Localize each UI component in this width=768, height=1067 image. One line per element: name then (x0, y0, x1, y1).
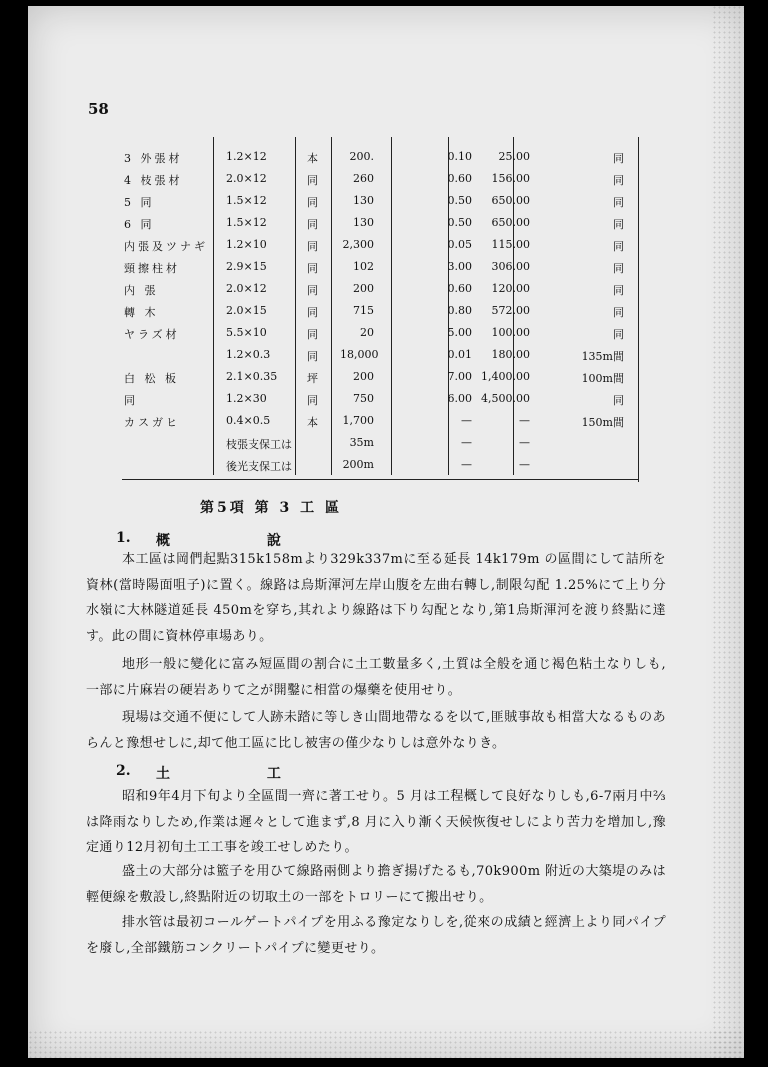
table-cell-qty: 102 (353, 260, 374, 273)
paragraph: 本工區は岡們起點315k158mより329k337mに至る延長 14k179m の區間にして詰所を資林(當時陽面咀子)に置く。線路は烏斯渾河左岸山腹を左曲右轉し,制限勾配 1.25%にて上り分水嶺に大林隧道延長 450mを穿ち,其れより線路は下り勾配となり,第1烏斯渾河を渡り終點に達す。此の間に資林停車場あり。 (86, 552, 666, 644)
table-cell-qty: 715 (353, 304, 374, 317)
table-cell-unit: 同 (307, 174, 318, 187)
table-cell-size: 1.2×10 (226, 238, 267, 251)
table-cell-price: 5.00 (447, 326, 472, 339)
heading-earthwork (116, 763, 327, 782)
table-cell-amount: 120.00 (491, 282, 530, 295)
table-cell-size: 後光支保工は (226, 460, 292, 473)
table-cell-name: 内 張 (124, 284, 159, 297)
scan-noise-right (712, 0, 744, 1067)
table-cell-size: 2.1×0.35 (226, 370, 278, 383)
table-cell-note: 100m間 (581, 372, 624, 385)
table-cell-price: 6.00 (447, 392, 472, 405)
table-cell-price: 7.00 (447, 370, 472, 383)
table-cell-qty: 200 (353, 370, 374, 383)
table-cell-note: 同 (613, 218, 624, 231)
table-cell-amount: 306.00 (491, 260, 530, 273)
table-cell-unit: 坪 (307, 372, 318, 385)
table-row (118, 301, 639, 323)
table-row (118, 389, 639, 411)
page-number: 58 (88, 100, 109, 118)
table-cell-size: 1.5×12 (226, 194, 267, 207)
table-row (118, 257, 639, 279)
table-row (118, 455, 639, 477)
table-cell-size: 1.2×0.3 (226, 348, 271, 361)
table-row (118, 213, 639, 235)
table-row (118, 191, 639, 213)
table-cell-price: — (461, 414, 472, 427)
table-cell-amount: 572.00 (491, 304, 530, 317)
table-cell-price: — (461, 436, 472, 449)
table-cell-name: ヤラズ材 (124, 328, 180, 341)
table-cell-price: 0.80 (447, 304, 472, 317)
table-cell-price: 0.60 (447, 282, 472, 295)
heading-number: 2. (116, 763, 131, 779)
table-bottom-rule (122, 479, 639, 480)
table-cell-price: 0.50 (447, 194, 472, 207)
table-cell-unit: 同 (307, 306, 318, 319)
table-cell-price: — (461, 458, 472, 471)
table-cell-amount: 115.00 (491, 238, 530, 251)
table-cell-name: 4 枝張材 (124, 174, 183, 187)
table-cell-size: 1.2×12 (226, 150, 267, 163)
table-cell-size: 5.5×10 (226, 326, 267, 339)
materials-table (118, 137, 639, 484)
table-cell-amount: — (519, 458, 530, 471)
table-cell-unit: 同 (307, 262, 318, 275)
table-cell-amount: 100.00 (491, 326, 530, 339)
table-cell-price: 3.00 (447, 260, 472, 273)
table-cell-qty: 18,000 (340, 348, 379, 361)
table-cell-unit: 同 (307, 284, 318, 297)
heading-label: 概 說 (156, 533, 327, 549)
table-cell-qty: 1,700 (342, 414, 374, 427)
table-cell-name: 5 同 (124, 196, 155, 209)
table-cell-price: 0.01 (447, 348, 472, 361)
table-cell-unit: 同 (307, 328, 318, 341)
table-cell-size: 2.9×15 (226, 260, 267, 273)
table-cell-qty: 2,300 (342, 238, 374, 251)
table-row (118, 433, 639, 455)
table-cell-size: 1.2×30 (226, 392, 267, 405)
table-cell-note: 150m間 (581, 416, 624, 429)
table-cell-size: 2.0×15 (226, 304, 267, 317)
table-cell-unit: 本 (307, 152, 318, 165)
table-row (118, 323, 639, 345)
paragraph: 盛土の大部分は籃子を用ひて線路兩側より擔ぎ揚げたるも,70k900m 附近の大築堤のみは輕便線を敷設し,終點附近の切取土の一部をトロリーにて搬出せり。 (86, 864, 666, 905)
table-cell-size: 1.5×12 (226, 216, 267, 229)
table-row (118, 367, 639, 389)
table-cell-note: 同 (613, 394, 624, 407)
table-cell-size: 0.4×0.5 (226, 414, 271, 427)
table-cell-note: 同 (613, 174, 624, 187)
table-cell-price: 0.05 (447, 238, 472, 251)
table-cell-note: 同 (613, 306, 624, 319)
table-cell-unit: 同 (307, 240, 318, 253)
table-cell-name: 白 松 板 (124, 372, 179, 385)
table-cell-unit: 同 (307, 394, 318, 407)
table-cell-size: 2.0×12 (226, 282, 267, 295)
table-cell-unit: 同 (307, 218, 318, 231)
section-title: 第5項 第 3 工 區 (200, 500, 342, 516)
table-cell-name: 内張及ツナギ (124, 240, 208, 253)
heading-number: 1. (116, 530, 131, 546)
paragraph: 昭和9年4月下旬より全區間一齊に著工せり。5 月は工程概して良好なりしも,6-7兩月中⅔は降雨なりしため,作業は遲々として進まず,8 月に入り漸く天候恢復せしにより苦力を增加し,豫定通り12月初旬土工工事を竣工せしめたり。 (86, 789, 666, 855)
table-cell-amount: — (519, 414, 530, 427)
table-cell-unit: 同 (307, 350, 318, 363)
table-cell-note: 同 (613, 196, 624, 209)
table-cell-amount: 4,500.00 (481, 392, 530, 405)
table-cell-qty: 20 (360, 326, 374, 339)
table-cell-name: 同 (124, 394, 138, 407)
table-cell-price: 0.60 (447, 172, 472, 185)
table-cell-amount: 25.00 (498, 150, 530, 163)
paragraph: 現場は交通不便にして人跡未踏に等しき山間地帶なるを以て,匪賊事故も相當大なるものあらんと豫想せしに,却て他工區に比し被害の僅少なりしは意外なりき。 (86, 710, 666, 751)
table-cell-qty: 750 (353, 392, 374, 405)
table-cell-qty: 35m (349, 436, 374, 449)
heading-overview (116, 530, 327, 549)
table-cell-note: 同 (613, 328, 624, 341)
table-cell-note: 同 (613, 284, 624, 297)
table-row (118, 345, 639, 367)
table-cell-qty: 200m (342, 458, 374, 471)
table-cell-amount: 650.00 (491, 194, 530, 207)
table-cell-amount: 156.00 (491, 172, 530, 185)
table-cell-note: 同 (613, 262, 624, 275)
table-cell-name: 轉 木 (124, 306, 159, 319)
table-row (118, 147, 639, 169)
table-cell-name: カスガヒ (124, 416, 180, 429)
table-cell-amount: 180.00 (491, 348, 530, 361)
table-cell-note: 同 (613, 152, 624, 165)
table-row (118, 235, 639, 257)
table-cell-amount: — (519, 436, 530, 449)
table-cell-amount: 1,400.00 (481, 370, 530, 383)
paragraph: 排水管は最初コールゲートパイプを用ふる豫定なりしを,從來の成績と經濟上より同パイプを廢し,全部鐵筋コンクリートパイプに變更せり。 (86, 915, 666, 956)
table-cell-name: 3 外張材 (124, 152, 183, 165)
table-row (118, 411, 639, 433)
table-cell-qty: 130 (353, 194, 374, 207)
table-cell-qty: 130 (353, 216, 374, 229)
table-cell-unit: 本 (307, 416, 318, 429)
table-cell-size: 2.0×12 (226, 172, 267, 185)
table-cell-qty: 200. (349, 150, 374, 163)
table-cell-qty: 200 (353, 282, 374, 295)
scan-noise-bottom (28, 1030, 744, 1060)
table-cell-name: 頸擦柱材 (124, 262, 180, 275)
table-cell-note: 135m間 (581, 350, 624, 363)
table-row (118, 169, 639, 191)
table-cell-qty: 260 (353, 172, 374, 185)
paragraph: 地形一般に變化に富み短區間の割合に土工數量多く,土質は全般を通じ褐色粘土なりしも,一部に片麻岩の硬岩ありて之が開鑿に相當の爆藥を使用せり。 (86, 657, 666, 698)
table-cell-unit: 同 (307, 196, 318, 209)
table-row (118, 279, 639, 301)
table-cell-amount: 650.00 (491, 216, 530, 229)
table-cell-note: 同 (613, 240, 624, 253)
table-cell-size: 枝張支保工は (226, 438, 292, 451)
table-cell-name: 6 同 (124, 218, 155, 231)
table-cell-price: 0.10 (447, 150, 472, 163)
table-cell-price: 0.50 (447, 216, 472, 229)
heading-label: 土 工 (156, 766, 327, 782)
